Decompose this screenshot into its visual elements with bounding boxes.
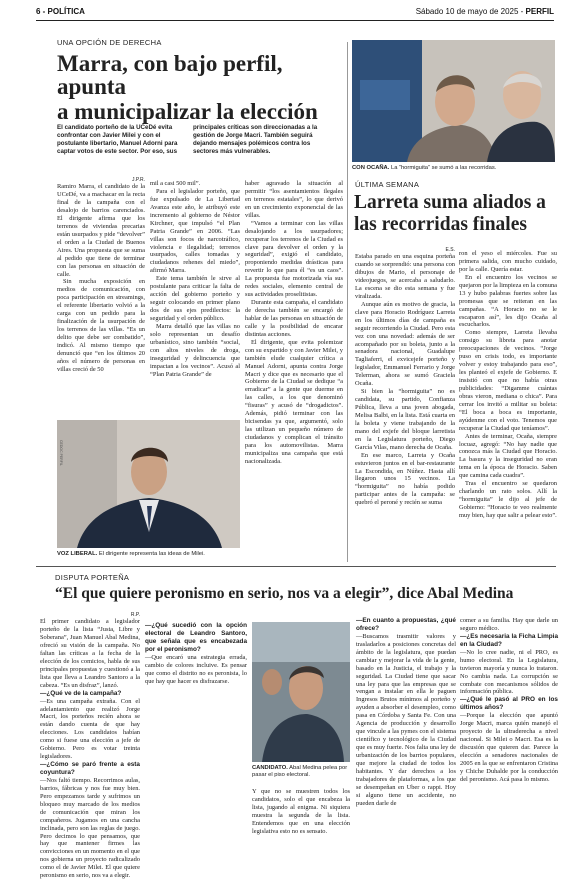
paragraph: Ramiro Marra, el candidato de la UCeDé, va a machacar en la recta final de la campaña con el desalojo de barrios carenciados. El dirigente afirma que los terrenos de viviendas precarias están usurpados y pide “devolver” el orden a la Ciudad de Buenos Aires. Una propuesta que se suma al pedido que tiene de terminar con las personas en situación de calle. (57, 183, 145, 278)
caption-text: La “hormiguita” se sumó a las recorridas. (389, 165, 497, 171)
paragraph: comer a su familia. Hay que darle un seguro médico. (460, 617, 558, 632)
headline-line: Marra, con bajo perfil, apunta (57, 51, 283, 99)
story1-lead-left: El candidato porteño de la UCeDé evita confrontar con Javier Milei y con el postulante libertario, Manuel Adorni para captar votos de este sector. Por eso, sus (57, 124, 178, 155)
photo-credit: CEDOC PERFIL (59, 440, 63, 466)
story2-headline (354, 193, 559, 234)
paragraph: Aunque aún es motivo de gracia, la clave para Horacio Rodríguez Larreta en los últimos días de campaña es seguir recorriendo la Ciudad. Pero esta vez con una novedad: además de ser acompañado por su boleta, junto a la senadora nacional, Guadalupe Tagliaferri, el exvicejefe porteño y legislador, Emmanuel Ferrario y Jorge Telerman, ahora se sumó Graciela Ocaña. (355, 300, 455, 388)
scene-illustration (352, 40, 555, 162)
paragraph: Estaba parado en una esquina porteña cuando se sorprendió: una persona con dibujos de Mario, el personaje de videojuegos, se acercaba a saludarlo. La escena se dio esta semana y fue viralizada. (355, 253, 455, 300)
byline: J.P.R. (132, 177, 145, 183)
interview-question: —¿Cómo se paró frente a esta coyuntura? (40, 761, 140, 776)
caption-text: El dirigente representa las ideas de Milei. (97, 551, 205, 557)
paragraph: Durante esta campaña, el candidato de derecha también se encargó de hablar de las personas en situación de calle y la posibilidad de encarar distintas acciones. (245, 299, 343, 338)
interview-answer: —Es una campaña extraña. Con el adelantamiento que realizó Jorge Macri, los porteños recién ahora se están dando cuenta de que hay elecciones. Los candidatos habían como si fuese una elección a jefe de Gobierno. Pero es votar treinta legisladores. (40, 697, 140, 761)
story1-column-1 (57, 177, 145, 374)
paragraph: En el encuentro los vecinos se quejaron por la limpieza en la comuna 13 y hubo palabras fuertes sobre las promesas que se reiteran en las campañas. “A Horacio no se le escaparon así”, les dijo Ocaña al escucharlos. (459, 273, 557, 329)
column-divider (347, 42, 348, 562)
paragraph: haber agravado la situación al permitir “los asentamientos ilegales en terrenos estatales”, lo que derivó en un crecimiento exponencial de las villas. (245, 180, 343, 219)
paragraph: En ese marco, Larreta y Ocaña estuvieron juntos en el bar-restaurante La Escondida, en Núñez. Hasta allí llegaron unos 15 vecinos. La “hormiguita” no había podido participar antes de la campaña: se quebró el peroné y recién se suma (355, 451, 455, 507)
byline: R.P. (130, 612, 140, 618)
story1-column-3 (245, 180, 343, 570)
interview-answer: —Buscamos trasmitir valores y trasladarlos a posiciones concretas del ámbito de la legislatura, que puedan cambiar y mejorar la vida de la gente, basado en la Justicia, el trabajo y la seguridad. La Ciudad tiene que sacar una ley para que las empresas que se vengan a instalar en ella le paguen Ingresos Brutos mínimos al porteño y ayuden a absorber el desempleo, como pasa en Córdoba y Santa Fe. Con una Agencia de producción y desarrollo que vincule a las pymes con el sistema científico y tecnológico de la Ciudad que es muy fuerte. Nos falta una ley de urbanización de los barrios populares, que mejore la ciudad de todos los habitantes. Y dar derechos a los trabajadores de plataformas, a los que se desempeñan en Uber o rappi. Hoy si alguno tiene un accidente, no pueden darle de (356, 632, 456, 807)
interview-answer: —No lo cree nadie, ni el PRO, es humo electoral. En la Legislatura, tuvieron mayoría y nunca lo trataron. No cambia nada. La corrupción se combate con mecanismos sólidos de información pública. (460, 648, 558, 696)
caption-label: VOZ LIBERAL. (57, 551, 98, 557)
headline-line: a municipalizar la elección (57, 99, 318, 124)
caption-label: CON OCAÑA. (352, 165, 390, 171)
paragraph: “Vamos a terminar con las villas desalojando a los usurpadores; recuperar los terrenos de la Ciudad es clave para devolver el orden y la seguridad”, exigió el candidato, proponiendo medidas drásticas para revertir lo que para él “es un caos”. La propuesta fue motorizada vía sus redes sociales, elemento central de sus actividades proselitistas. (245, 219, 343, 299)
interview-question: —¿Qué sucedió con la opción electoral de Leandro Santoro, que señala que es encabezada por el peronismo? (145, 622, 247, 653)
paragraph: Sin mucha exposición en medios de comunicación, con poca participación en streamings, el referente libertario volvió a la carga con un pedido para la finalización de la usurpación de los terrenos de las villas. “Es un delito que debe ser combatido”, indicó. Al mismo tiempo que denunció que “en los últimos 20 años el número de personas en villas creció de 50 (57, 278, 145, 373)
interview-answer: —Que encaró una estrategia errada, cambio de colores incluive. Es pensar que como el distrito no es peronista, lo que hay que hacer es disfrazarse. (145, 653, 247, 685)
story3-photo-caption (252, 765, 350, 779)
paragraph: ron el yeso el miércoles. Fue su primera salida, con mucho cuidado, por la calle. Quería estar. (459, 250, 557, 273)
story3-column-4 (460, 617, 558, 832)
story1-headline (57, 52, 357, 123)
headline-line: Larreta suma aliados a (354, 192, 546, 213)
candidate-illustration (252, 622, 350, 762)
story2-column-1 (355, 247, 455, 507)
story3-column-2 (145, 622, 247, 830)
page-header (36, 6, 554, 21)
paragraph: Tras el encuentro se quedaron charlando un rato solos. Allí la “hormiguita” le dijo al jefe de Gobierno: “Horacio te veo realmente muy bien, hay que salir a pelear esto”. (459, 480, 557, 519)
story2-photo-caption (352, 165, 557, 172)
interview-answer: —Porque la elección que apuntó Jorge Macri, marca quién manejó el proyecto de la ultraderecha a nivel nacional. Si Milei o Macri. Esa es la discusión que quieren dar. Parece la elección a senadores nacionales de 2005 en la que se enfrentaron Cristina y Chiche Duhalde por la conducción del peronismo. Acá pasa lo mismo. (460, 712, 558, 783)
section-rule (36, 566, 556, 567)
story3-kicker: DISPUTA PORTEÑA (55, 573, 130, 582)
paragraph: El dirigente, que evita polemizar con su expartido y con Javier Milei, y también elude cualquier crítica a Manuel Adorni, apunta contra Jorge Macri y dice que es necesario que el Gobierno de la Ciudad se dedique “a erradicar” a la gente que duerme en las calles, a los que denominó “fisuras” y acusó de “drogadictos”. Además, pidió terminar con las bicisendas ya que, argumentó, solo las utilizan un pequeño número de ciudadanos y complican el tránsito para los automovilistas. Marra municipaliza una campaña que está nacionalizada. (245, 338, 343, 465)
date-text: Sábado 10 de mayo de 2025 - (415, 7, 526, 16)
issue-date (416, 7, 554, 16)
story1-lead-right: principales críticas son direccionadas a la gestión de Jorge Macri. También seguirá dejando mensajes polémicos contra los sectores más vulnerables. (193, 124, 318, 155)
interview-question: —En cuanto a propuestas, ¿qué ofrece? (356, 617, 456, 632)
section-label: 6 - POLÍTICA (36, 7, 85, 16)
paragraph: Y que no se muestren todos los candidatos, solo el que encabeza la lista, jugando al enigma. Ni siquiera muestra la segunda de la lista. Entendemos que en una elección legislativa esto no es sensato. (252, 788, 350, 835)
portrait-illustration (57, 420, 240, 548)
story3-column-2b (252, 788, 350, 835)
paragraph: Para el legislador porteño, que fue expulsado de La Libertad Avanza este año, le atribuyó este incremento al gobierno de Néstor Kirchner, que impulsó “el Plan Patria Grande” en 2006. “Las villas son focos de narcotráfico, violencia e ilegalidad; terrenos usurpados, calles tomadas y ciudadanos rehenes del miedo”, afirmó Marra. (150, 187, 240, 275)
story1-kicker: UNA OPCIÓN DE DERECHA (57, 38, 162, 47)
interview-answer: —Nos faltó tiempo. Recorrimos aulas, barrios, fábricas y nos fue muy bien. Pero empezamos tarde y sufrimos un bloqueo muy marcado de los medios de comunicación que miran los compañeros. Jugamos en una cancha inclinada, pero son las reglas de juego. Pero decimos lo que pensamos, que hay que mantener firmes las convicciones en un momento en el que nos gobierna un proyecto radicalizado como el de Javier Milei. El que quiere peronismo en serio, nos va a elegir. (40, 776, 140, 880)
story1-column-2 (150, 180, 240, 378)
story2-kicker: ÚLTIMA SEMANA (355, 180, 420, 189)
interview-question: —¿Qué le pasó al PRO en los últimos años? (460, 696, 558, 712)
story2-column-2 (459, 250, 557, 520)
caption-text: Abal Medina pelea por pasar el piso electoral. (252, 765, 348, 778)
story3-column-1 (40, 612, 140, 880)
interview-question: —¿Es necesaria la Ficha Limpia en la Ciudad? (460, 632, 558, 648)
caption-label: CANDIDATO. (252, 765, 288, 771)
larreta-photo (352, 40, 555, 162)
paragraph: Como siempre, Larreta llevaba consigo su libreta para anotar preocupaciones de vecinos. “Jorge puso en crisis todo, es importante volver y estoy trabajando para eso”, les planteó el exjefe de Gobierno. E insistió con que no había otras publicidades: “Digamme cuántas obras vieron, mediana o chica”. Para cerrar los invitó a militar su boleta: “El boca a boca es importante, ayúdenme con el voto. Tenemos que recuperar la Ciudad que teníamos”. (459, 329, 557, 432)
interview-question: —¿Qué ve de la campaña? (40, 689, 122, 697)
paragraph: mil a casi 500 mil”. (150, 180, 201, 187)
story3-column-3 (356, 617, 456, 832)
paragraph: El primer candidato a legislador porteño de la lista “Justa, Libre y Soberana”, Juan Manuel Abal Medina, ofreció su visión de la campaña. No faltan las críticas a la fecha de la elección de los comicios, habla de sus principales propuestas y cuestionó a la lista que lleva a Leandro Santoro a la cabeza. “Es un disfraz”, lanzó. (40, 618, 140, 689)
marra-photo (57, 420, 240, 548)
story1-photo-caption (57, 551, 247, 558)
brand-name: PERFIL (525, 7, 554, 16)
paragraph: Si bien la “hormiguita” no es candidata, su partido, Confianza Pública, lleva a una joven abogada, Melisa Balbi, en la lista. Está cuarta en la boleta y viene trabajando de la mano del exjefe del bloque larretista en la Legislatura porteño, Diego García Vilas, mano derecha de Ocaña. (355, 388, 455, 451)
paragraph: Marra detalló que las villas no solo representan un desafío urbanístico, sino también “social, con altos niveles de droga, inseguridad y delincuencia que impactan a los vecinos”. Acusó al “Plan Patria Grande” de (150, 322, 240, 378)
headline-line: las recorridas finales (354, 213, 527, 235)
paragraph: Este tema también le sirve al postulante para criticar la falta de acción del gobierno porteño y seguir colocando en primer plano dos de sus ejes predilectos: la seguridad y el orden público. (150, 275, 240, 322)
story3-headline: “El que quiere peronismo en serio, nos va a elegir”, dice Abal Medina (55, 585, 514, 602)
abal-medina-photo (252, 622, 350, 762)
byline: E.S. (445, 247, 455, 253)
paragraph: Antes de terminar, Ocaña, siempre locuaz, agregó: “No hay nadie que conozca más la Ciudad que Horacio. La basura y la inseguridad no eran tema en la época de Horacio. Saben que camina cada cuadra”. (459, 432, 557, 480)
